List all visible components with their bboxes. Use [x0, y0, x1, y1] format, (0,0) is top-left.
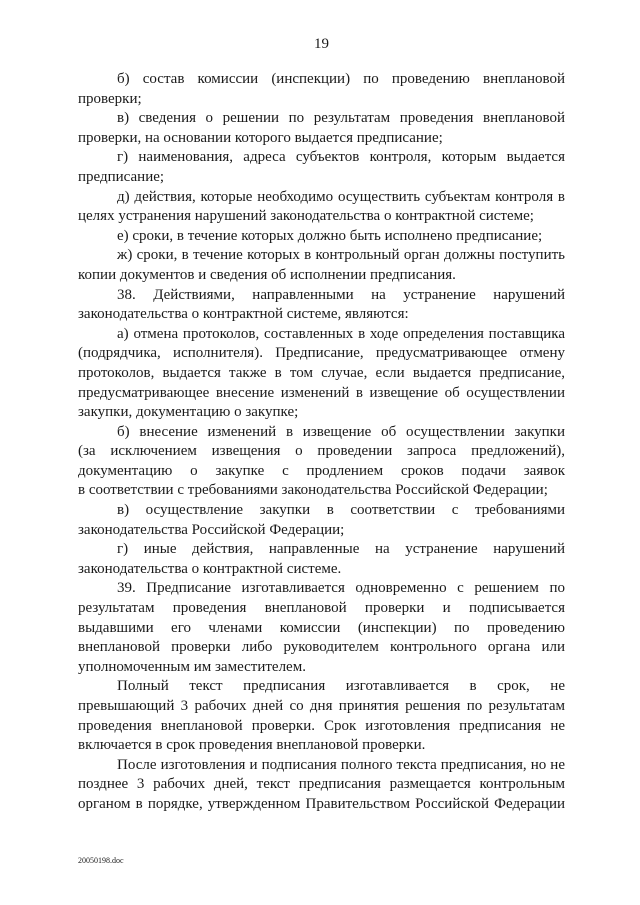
text-line: Полный текст предписания изготавливается в срок, не: [117, 678, 565, 695]
text-line: законодательства о контрактной системе, являются:: [78, 306, 409, 323]
text-line: ж) сроки, в течение которых в контрольный орган должны поступить: [117, 247, 565, 264]
text-line: результатам проведения внеплановой проверки и подписывается: [78, 600, 565, 617]
paragraph: [78, 109, 565, 148]
paragraph: [78, 756, 565, 815]
text-line: предписание;: [78, 168, 165, 185]
text-line: копии документов и сведения об исполнении предписания.: [78, 266, 456, 283]
text-line: выдавшими его членами комиссии (инспекции) по проведению: [78, 619, 565, 636]
text-line: г) наименования, адреса субъектов контроля, которым выдается: [117, 149, 565, 166]
text-line: в) сведения о решении по результатам проведения внеплановой: [117, 110, 565, 127]
text-line: б) состав комиссии (инспекции) по проведению внеплановой: [117, 71, 565, 87]
footer-filename: 20050198.doc: [78, 856, 124, 865]
paragraph: [78, 501, 565, 540]
text-line: 38. Действиями, направленными на устранение нарушений: [117, 286, 565, 303]
text-line: целях устранения нарушений законодательства о контрактной системе;: [78, 208, 534, 225]
text-line: проверки;: [78, 90, 142, 107]
paragraph: [78, 540, 565, 579]
text-line: уполномоченным им заместителем.: [78, 658, 306, 675]
text-line: г) иные действия, направленные на устранение нарушений: [117, 541, 565, 558]
paragraph: [78, 188, 565, 227]
paragraph: [78, 423, 565, 501]
text-line: в соответствии с требованиями законодательства Российской Федерации;: [78, 482, 548, 499]
paragraph: [78, 227, 565, 247]
text-line: После изготовления и подписания полного текста предписания, но не: [117, 756, 565, 773]
text-line: превышающий 3 рабочих дней со дня принятия решения по результатам: [78, 698, 565, 714]
paragraph: [78, 70, 565, 109]
page-number: 19: [314, 36, 329, 52]
text-line: в) осуществление закупки в соответствии с требованиями: [117, 502, 565, 519]
text-line: б) внесение изменений в извещение об осуществлении закупки: [117, 423, 565, 440]
text-line: документацию о закупке с продлением сроков подачи заявок: [78, 462, 565, 479]
text-line: протоколов, выдается также в том случае, если выдается предписание,: [78, 364, 565, 381]
text-line: а) отмена протоколов, составленных в ходе определения поставщика: [117, 325, 565, 342]
paragraph: [78, 677, 565, 755]
text-line: (подрядчика, исполнителя). Предписание, предусматривающее отмену: [78, 345, 565, 362]
text-line: д) действия, которые необходимо осуществить субъектам контроля в: [117, 188, 565, 205]
paragraph: [78, 246, 565, 285]
paragraph: [78, 579, 565, 677]
text-line: предусматривающее внесение изменений в извещение об осуществлении: [78, 384, 565, 401]
text-line: законодательства о контрактной системе.: [78, 560, 342, 577]
text-line: позднее 3 рабочих дней, текст предписания размещается контрольным: [78, 776, 565, 793]
text-line: проверки, на основании которого выдается предписание;: [78, 129, 443, 146]
paragraph: [78, 286, 565, 325]
paragraph: [78, 325, 565, 423]
text-line: (за исключением извещения о проведении запроса предложений),: [78, 443, 565, 460]
text-line: е) сроки, в течение которых должно быть исполнено предписание;: [117, 227, 543, 244]
text-line: включается в срок проведения внеплановой проверки.: [78, 737, 426, 754]
text-line: 39. Предписание изготавливается одновременно с решением по: [117, 580, 565, 597]
text-line: законодательства Российской Федерации;: [78, 521, 345, 538]
text-line: проведения внеплановой проверки. Срок изготовления предписания не: [78, 717, 565, 734]
document-body: [78, 70, 565, 815]
text-line: органом в порядке, утвержденном Правительством Российской Федерации: [78, 795, 565, 812]
text-line: закупки, документацию о закупке;: [78, 404, 299, 421]
paragraph: [78, 148, 565, 187]
text-line: внеплановой проверки либо руководителем контрольного органа или: [78, 639, 565, 656]
